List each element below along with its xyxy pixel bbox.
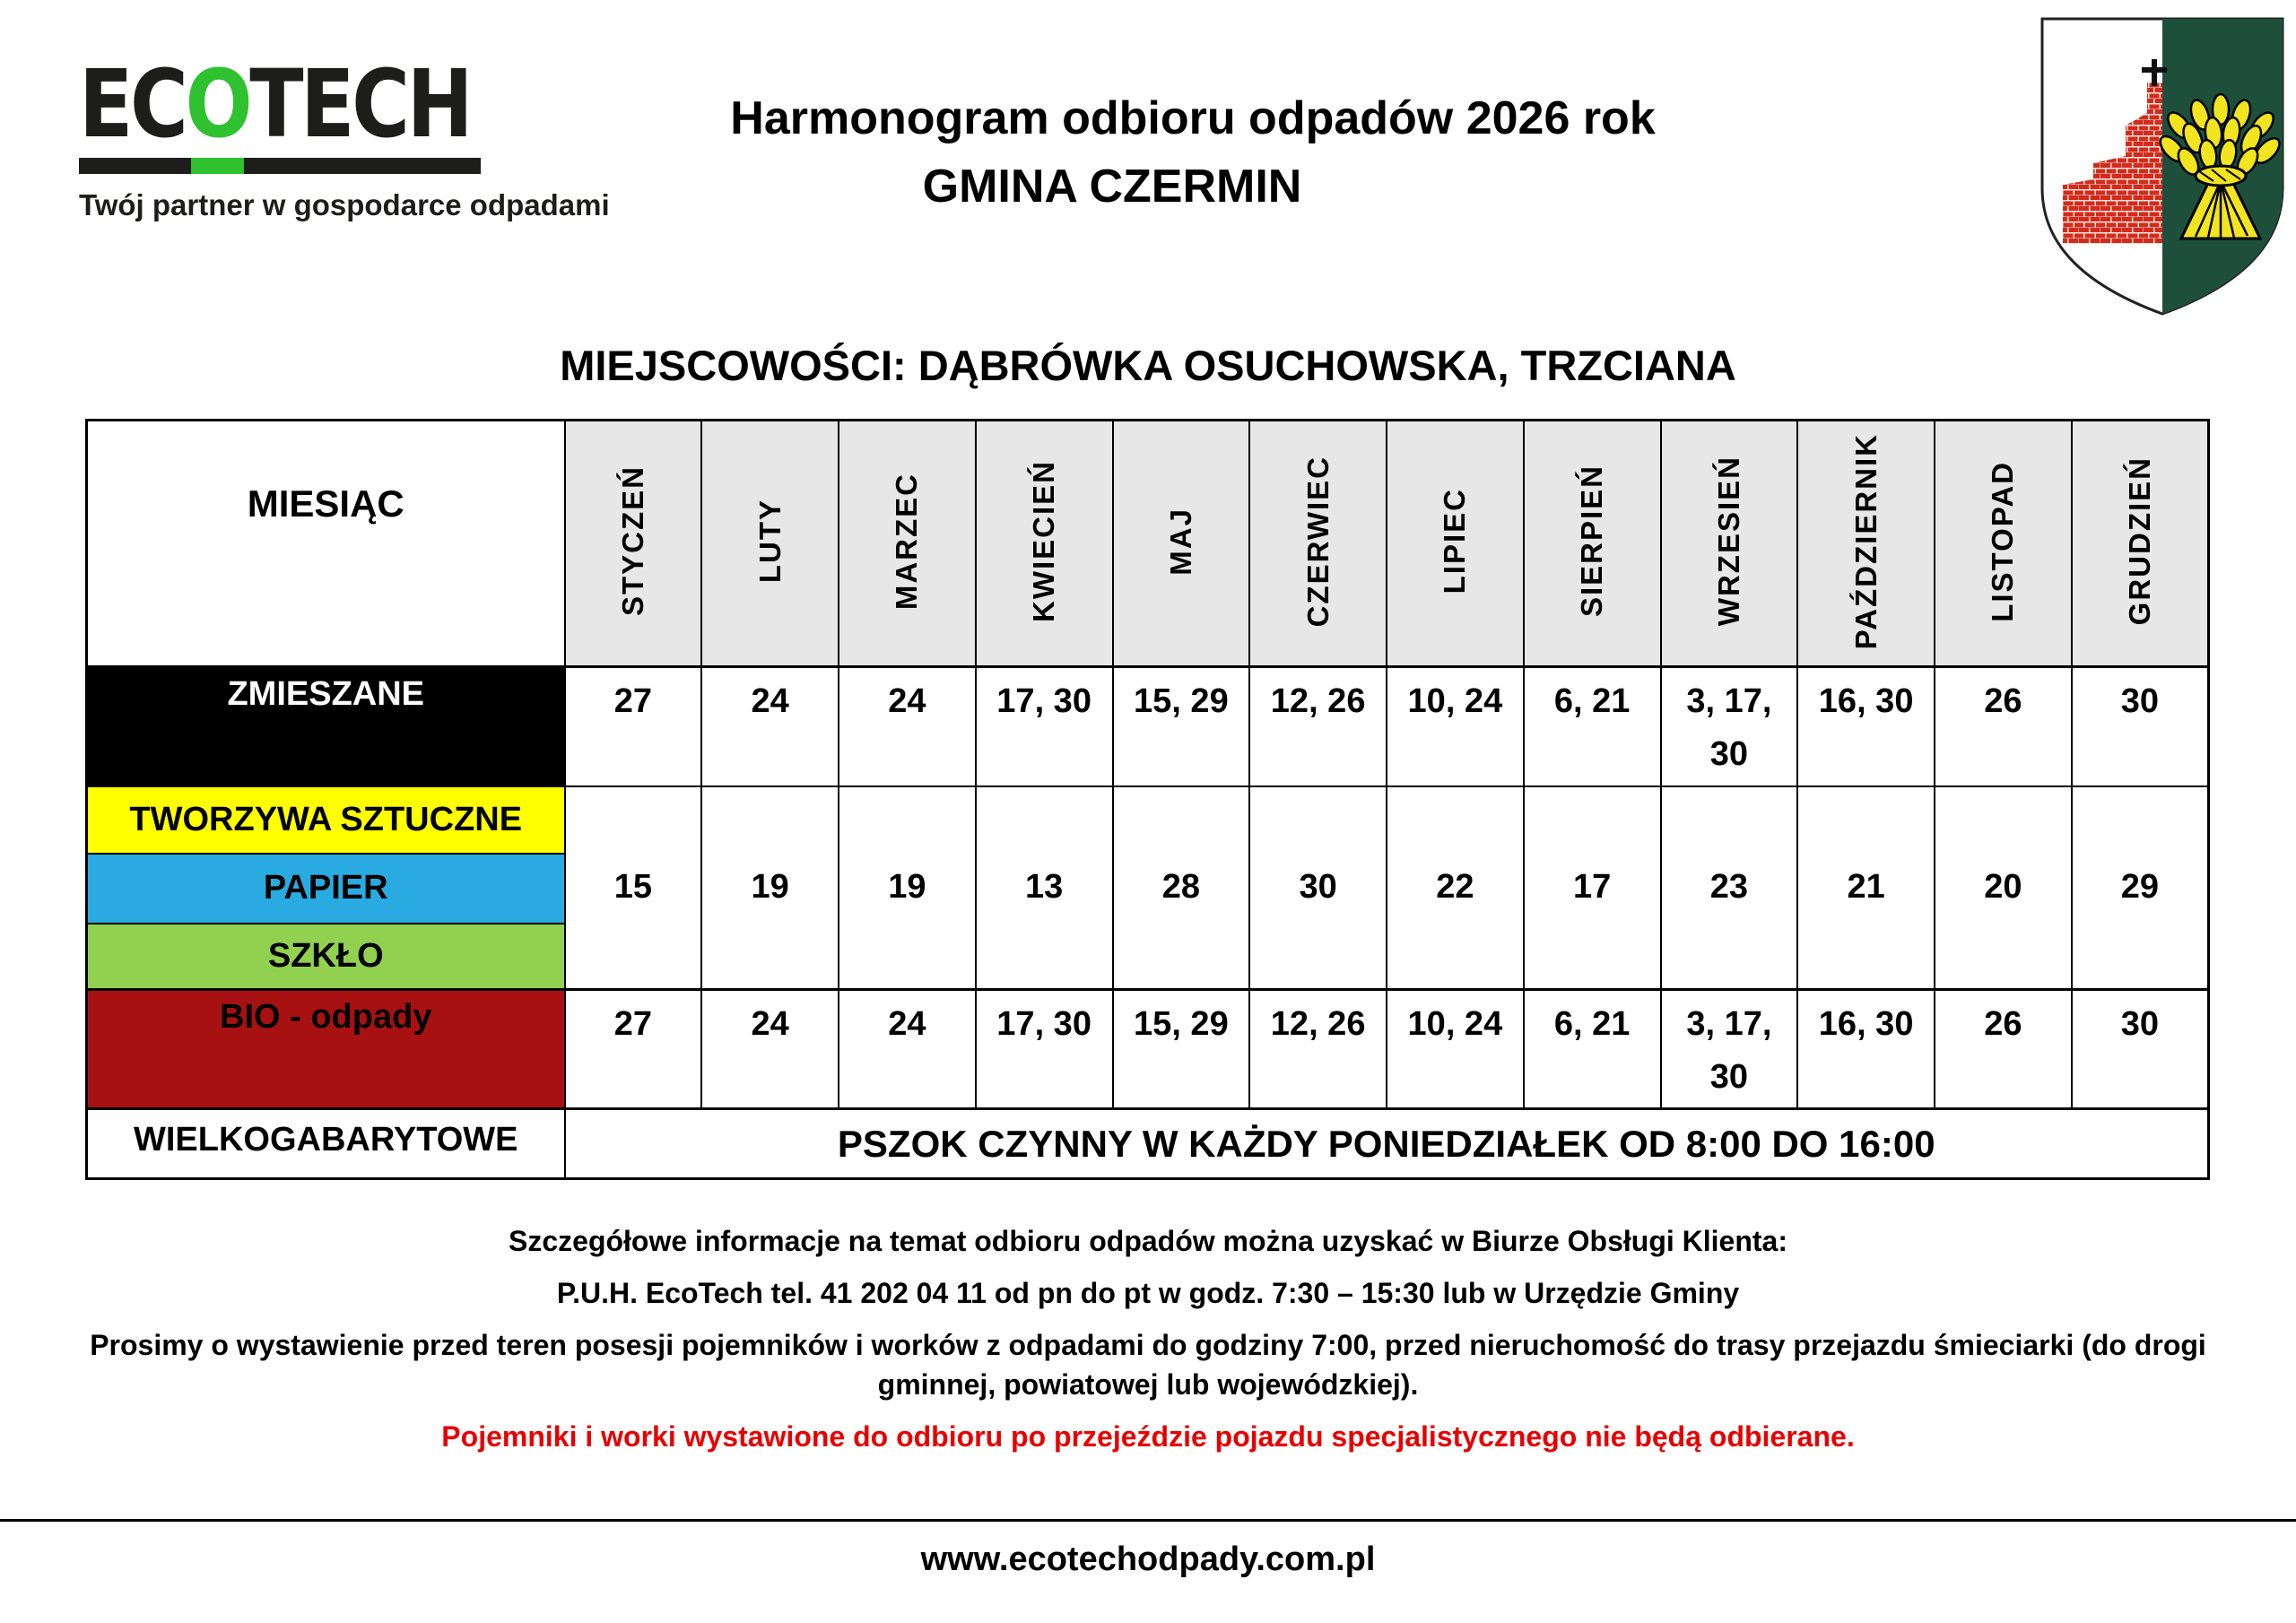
segregowane-date-cell: 30 [1249, 786, 1387, 990]
bio-date-cell: 10, 24 [1387, 990, 1524, 1109]
logo-tagline: Twój partner w gospodarce odpadami [79, 188, 610, 221]
row-zmieszane [87, 667, 2209, 786]
category-zmieszane: ZMIESZANE [87, 667, 565, 786]
bio-date-cell: 17, 30 [976, 990, 1113, 1109]
document-title-block [682, 91, 1704, 213]
logo-bar-black-right [244, 158, 481, 174]
month-header: KWIECIEŃ [976, 421, 1113, 667]
segregowane-date-cell: 17 [1524, 786, 1661, 990]
corner-cell-miesiac: MIESIĄC [87, 421, 565, 667]
logo-part-o-green: O [185, 49, 250, 159]
zmieszane-date-cell: 3, 17, 30 [1661, 667, 1798, 786]
segregowane-date-cell: 19 [701, 786, 839, 990]
footer-warning-line: Pojemniki i worki wystawione do odbioru po przejeździe pojazdu specjalistycznego nie będą odbierane. [441, 1420, 1855, 1453]
zmieszane-date-cell: 26 [1935, 667, 2072, 786]
segregowane-date-cell: 23 [1661, 786, 1798, 990]
zmieszane-date-cell: 27 [565, 667, 702, 786]
month-header: GRUDZIEŃ [2072, 421, 2209, 667]
czermin-coat-of-arms [2036, 13, 2289, 323]
bio-date-cell: 15, 29 [1113, 990, 1250, 1109]
category-szklo: SZKŁO [87, 924, 565, 990]
bottom-divider-line [0, 1519, 2296, 1522]
collection-schedule-table [85, 419, 2210, 1180]
bio-date-cell: 6, 21 [1524, 990, 1661, 1109]
month-header: SIERPIEŃ [1524, 421, 1661, 667]
segregowane-date-cell: 28 [1113, 786, 1250, 990]
zmieszane-date-cell: 17, 30 [976, 667, 1113, 786]
zmieszane-date-cell: 6, 21 [1524, 667, 1661, 786]
pszok-note-cell: PSZOK CZYNNY W KAŻDY PONIEDZIAŁEK OD 8:00 DO 16:00 [565, 1108, 2209, 1178]
month-header: PAŹDZIERNIK [1797, 421, 1935, 667]
ecotech-logo [79, 49, 635, 222]
footer-info-line: Prosimy o wystawienie przed teren posesji pojemników i worków z odpadami do godziny 7:00, przed nieruchomość do trasy przejazdu śmieciarki (do drogi gminnej, powiatowej lub wojewódzkiej). [90, 1329, 2206, 1401]
localities-heading: MIEJSCOWOŚCI: DĄBRÓWKA OSUCHOWSKA, TRZCIANA [560, 342, 1736, 389]
zmieszane-date-cell: 16, 30 [1797, 667, 1935, 786]
footer-info-line: P.U.H. EcoTech tel. 41 202 04 11 od pn do pt w godz. 7:30 – 15:30 lub w Urzędzie Gminy [556, 1277, 1740, 1309]
bio-date-cell: 12, 26 [1249, 990, 1387, 1109]
category-bio-odpady: BIO - odpady [87, 990, 565, 1109]
logo-bar-green-segment [191, 158, 243, 174]
footer-info-line: Szczegółowe informacje na temat odbioru odpadów można uzyskać w Biurze Obsługi Klienta: [509, 1225, 1787, 1257]
document-subtitle-gmina: GMINA CZERMIN [922, 161, 1302, 213]
row-wielkogabarytowe [87, 1108, 2209, 1178]
bio-date-cell: 30 [2072, 990, 2209, 1109]
zmieszane-date-cell: 15, 29 [1113, 667, 1250, 786]
segregowane-date-cell: 13 [976, 786, 1113, 990]
ecotech-logo-wordmark [79, 49, 552, 159]
month-header: CZERWIEC [1249, 421, 1387, 667]
month-header: LUTY [701, 421, 839, 667]
category-wielkogabarytowe: WIELKOGABARYTOWE [87, 1108, 565, 1178]
segregowane-date-cell: 21 [1797, 786, 1935, 990]
zmieszane-date-cell: 24 [701, 667, 839, 786]
logo-underline-bar [79, 158, 481, 174]
segregowane-date-cell: 15 [565, 786, 702, 990]
row-bio [87, 990, 2209, 1109]
segregowane-date-cell: 20 [1935, 786, 2072, 990]
document-title: Harmonogram odbioru odpadów 2026 rok [730, 92, 1656, 144]
bio-date-cell: 3, 17, 30 [1661, 990, 1798, 1109]
zmieszane-date-cell: 24 [839, 667, 976, 786]
category-tworzywa-sztuczne: TWORZYWA SZTUCZNE [87, 786, 565, 854]
month-header: LISTOPAD [1935, 421, 2072, 667]
logo-part-ec: EC [79, 49, 186, 159]
website-url: www.ecotechodpady.com.pl [920, 1541, 1376, 1578]
month-header-row [87, 421, 2209, 667]
bio-date-cell: 24 [839, 990, 976, 1109]
zmieszane-date-cell: 12, 26 [1249, 667, 1387, 786]
month-header: WRZESIEŃ [1661, 421, 1798, 667]
category-papier: PAPIER [87, 854, 565, 924]
bio-date-cell: 24 [701, 990, 839, 1109]
bio-date-cell: 16, 30 [1797, 990, 1935, 1109]
month-header: MARZEC [839, 421, 976, 667]
segregowane-date-cell: 22 [1387, 786, 1524, 990]
month-header: MAJ [1113, 421, 1250, 667]
row-tworzywa [87, 786, 2209, 854]
bio-date-cell: 27 [565, 990, 702, 1109]
footer-info-block [0, 1221, 2296, 1469]
zmieszane-date-cell: 10, 24 [1387, 667, 1524, 786]
month-header: LIPIEC [1387, 421, 1524, 667]
bio-date-cell: 26 [1935, 990, 2072, 1109]
segregowane-date-cell: 29 [2072, 786, 2209, 990]
zmieszane-date-cell: 30 [2072, 667, 2209, 786]
segregowane-date-cell: 19 [839, 786, 976, 990]
logo-bar-black-left [79, 158, 191, 174]
logo-part-tech: TECH [249, 49, 471, 159]
month-header: STYCZEŃ [565, 421, 702, 667]
